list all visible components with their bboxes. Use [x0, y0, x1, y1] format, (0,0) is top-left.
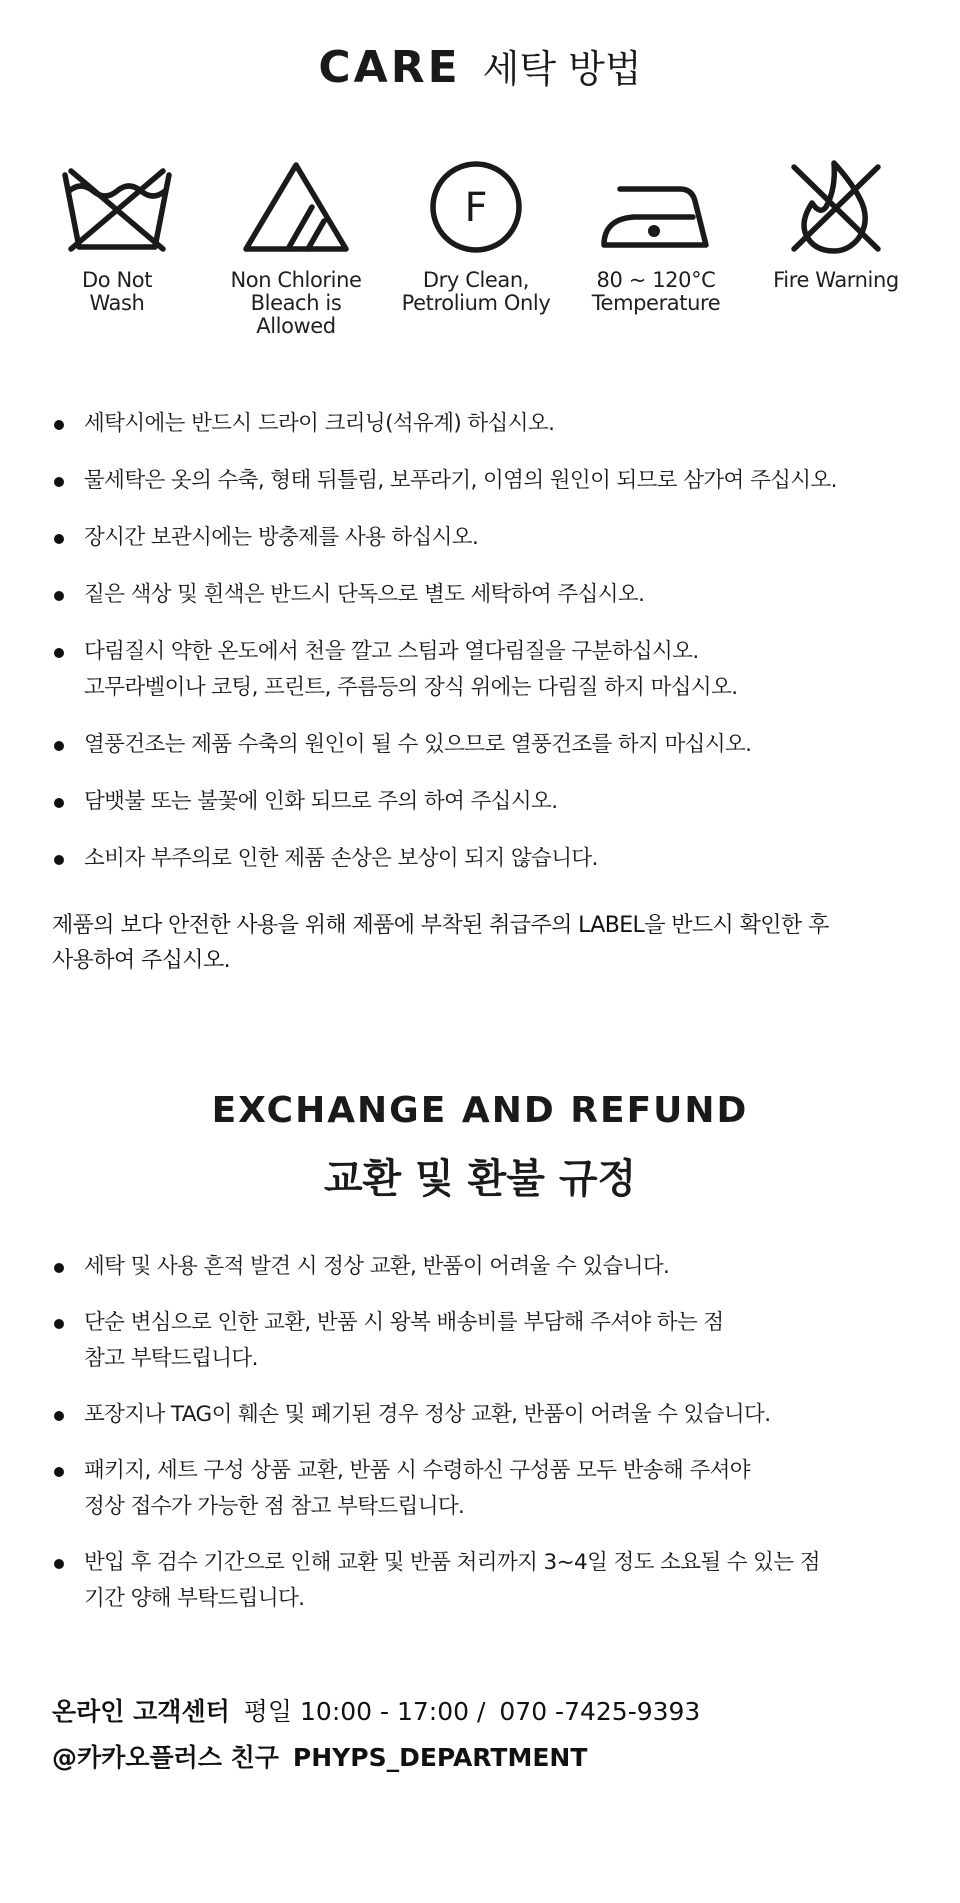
dry-clean-f-icon: [416, 157, 536, 257]
care-note: 세탁시에는 반드시 드라이 크리닝(석유계) 하십시오.: [52, 406, 932, 442]
customer-center-line: [52, 1692, 932, 1728]
care-item-do-not-wash: [27, 157, 207, 315]
exchange-note: 세탁 및 사용 흔적 발견 시 정상 교환, 반품이 어려울 수 있습니다.: [52, 1249, 932, 1285]
care-note: 열풍건조는 제품 수축의 원인이 될 수 있으므로 열풍건조를 하지 마십시오.: [52, 727, 932, 763]
care-item-fire-warning: [746, 157, 926, 292]
fire-warning-icon: [776, 157, 896, 257]
care-item-dry-clean: [386, 157, 566, 315]
care-title-ko: 세탁 방법: [482, 47, 642, 91]
kakao-plus-line: [52, 1738, 932, 1774]
exchange-note: 패키지, 세트 구성 상품 교환, 반품 시 수령하신 구성품 모두 반송해 주셔야 정상 접수가 가능한 점 참고 부탁드립니다.: [52, 1453, 932, 1525]
svg-text:F: F: [464, 185, 488, 231]
care-title: [0, 38, 960, 93]
dry-clean-label: Dry Clean, Petrolium Only: [401, 268, 551, 315]
exchange-note: 반입 후 검수 기간으로 인해 교환 및 반품 처리까지 3~4일 정도 소요될 수 있는 점 기간 양해 부탁드립니다.: [52, 1545, 932, 1617]
iron-icon: [596, 157, 716, 257]
exchange-title-ko: 교환 및 환불 규정: [323, 1156, 637, 1202]
exchange-notes-list: [52, 1249, 932, 1637]
care-note: 담뱃불 또는 불꽃에 인화 되므로 주의 하여 주십시오.: [52, 784, 932, 820]
iron-temperature-label: 80 ~ 120°C Temperature: [591, 268, 721, 315]
care-title-en: CARE: [318, 42, 461, 93]
non-chlorine-bleach-label: Non Chlorine Bleach is Allowed: [230, 268, 362, 338]
non-chlorine-bleach-icon: [236, 157, 356, 257]
care-item-iron: [566, 157, 746, 315]
care-item-non-chlorine-bleach: [206, 157, 386, 338]
care-note: 물세탁은 옷의 수축, 형태 뒤틀림, 보푸라기, 이염의 원인이 되므로 삼가여 주십시오.: [52, 463, 932, 499]
care-note: 소비자 부주의로 인한 제품 손상은 보상이 되지 않습니다.: [52, 841, 932, 877]
do-not-wash-label: Do Not Wash: [81, 268, 153, 315]
kakao-plus-id[interactable]: PHYPS_DEPARTMENT: [292, 1743, 588, 1772]
exchange-note: 포장지나 TAG이 훼손 및 폐기된 경우 정상 교환, 반품이 어려울 수 있습니다.: [52, 1397, 932, 1433]
care-note: 다림질시 약한 온도에서 천을 깔고 스팀과 열다림질을 구분하십시오. 고무라벨이나 코팅, 프린트, 주름등의 장식 위에는 다림질 하지 마십시오.: [52, 634, 932, 706]
customer-center-label: 온라인 고객센터: [52, 1697, 230, 1726]
exchange-note: 단순 변심으로 인한 교환, 반품 시 왕복 배송비를 부담해 주셔야 하는 점 참고 부탁드립니다.: [52, 1305, 932, 1377]
fire-warning-label: Fire Warning: [773, 268, 899, 292]
exchange-title-en: EXCHANGE AND REFUND: [211, 1090, 749, 1131]
business-hours: 평일 10:00 - 17:00 /: [243, 1697, 486, 1726]
care-icon-row: [0, 157, 960, 347]
care-notes-list: [52, 406, 932, 898]
care-note: 짙은 색상 및 흰색은 반드시 단독으로 별도 세탁하여 주십시오.: [52, 577, 932, 613]
kakao-plus-label: @카카오플러스 친구: [52, 1743, 279, 1772]
label-notice: 제품의 보다 안전한 사용을 위해 제품에 부착된 취급주의 LABEL을 반드시 확인한 후 사용하여 주십시오.: [52, 913, 829, 973]
phone-number[interactable]: 070 -7425-9393: [499, 1697, 701, 1726]
do-not-wash-icon: [57, 157, 177, 257]
care-note: 장시간 보관시에는 방충제를 사용 하십시오.: [52, 520, 932, 556]
